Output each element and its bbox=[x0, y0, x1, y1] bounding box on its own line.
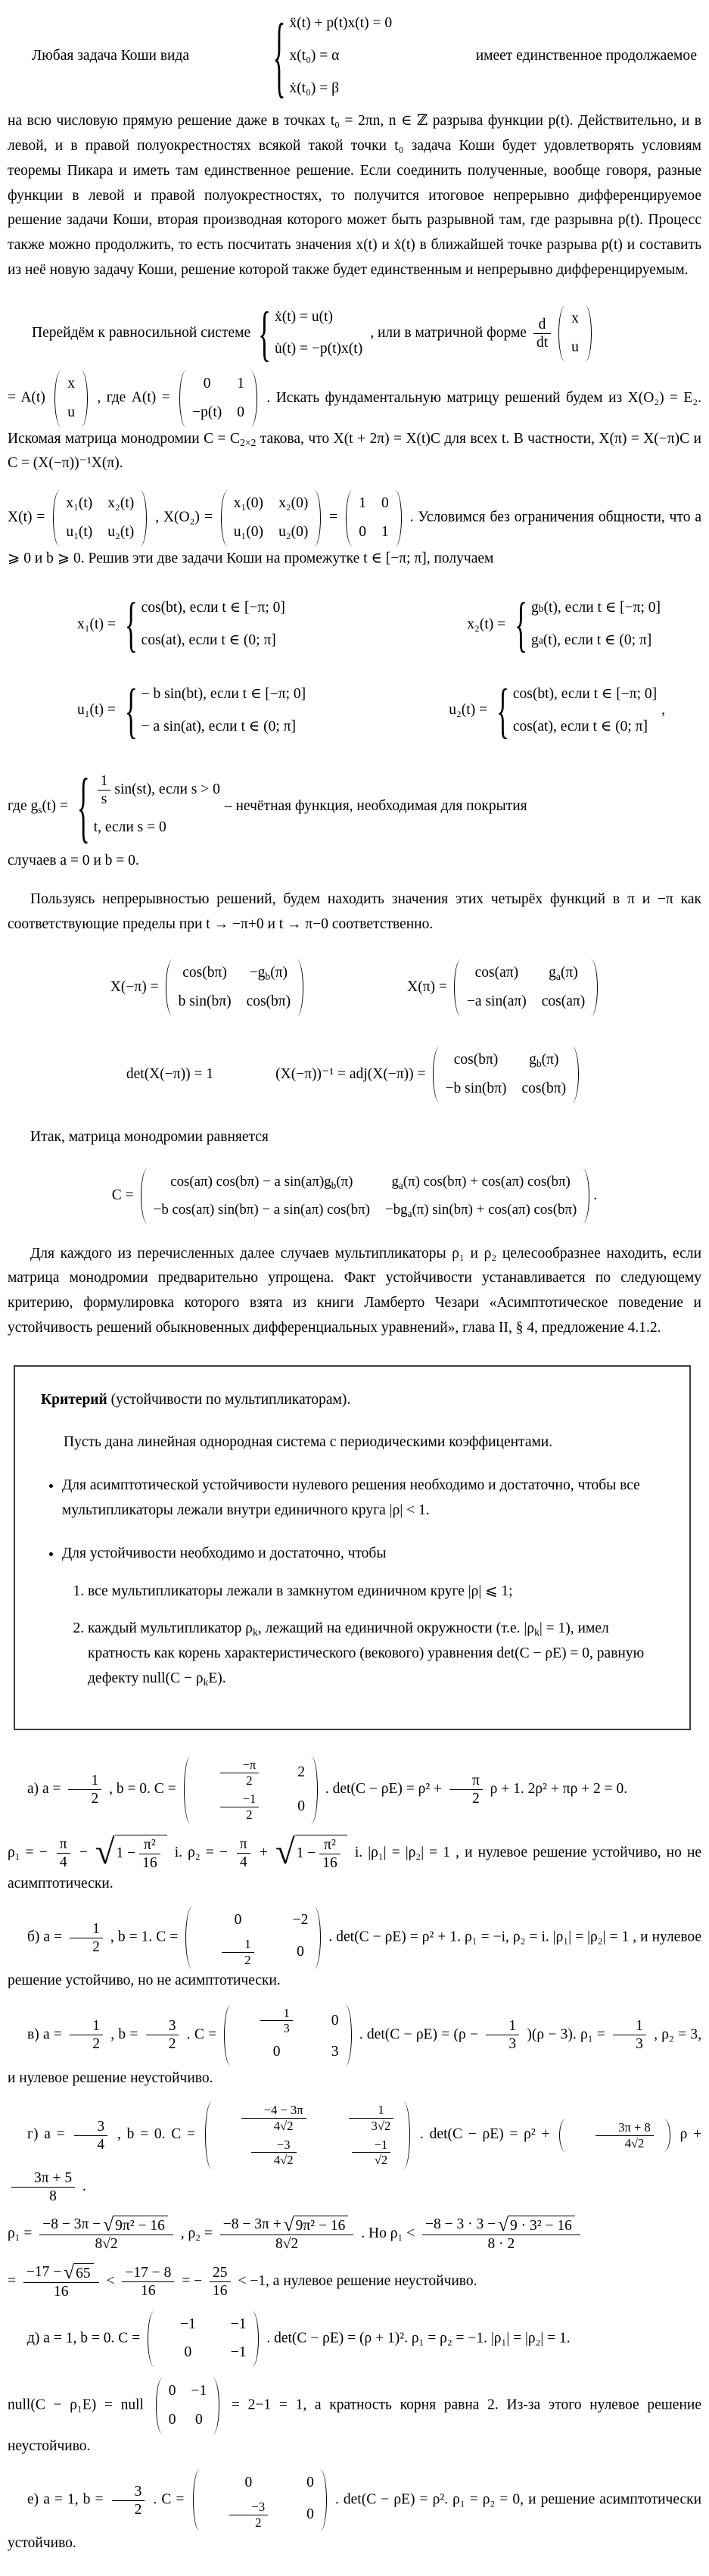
formula-fragment: ρ₁ = − bbox=[8, 1844, 48, 1860]
fraction: $\frac{\text{π²}}{16}$ bbox=[139, 1836, 160, 1872]
formula-fragment: б) a = bbox=[27, 1929, 63, 1945]
formula-fragment: = − bbox=[182, 2272, 203, 2289]
criterion-title-bold: Критерий bbox=[41, 1391, 107, 1408]
case-a-matrix: $\frac{-\pi}{2}$ 2 $\frac{-1}{2}$ 0 bbox=[184, 1756, 318, 1823]
monodromy-matrix: cos(aπ) cos(bπ) − a $\sin(a\pi)g_b(\pi)$ $g_a(\pi) \cos(b\pi) + \cos(a\pi)$ cos(bπ) −b cos(aπ) sin(bπ) − a sin(aπ) cos(bπ) $-bg_a(\pi) \sin(b\pi) + \cos(a\pi)$ cos(bπ) bbox=[141, 1168, 590, 1224]
fraction: $\frac{1}{3}$ bbox=[486, 2017, 519, 2053]
case-v-line bbox=[8, 2004, 701, 2091]
fraction: $\frac{1}{2}$ bbox=[68, 1772, 101, 1807]
piecewise-x-row bbox=[8, 592, 701, 657]
cauchy-system-row bbox=[8, 5, 701, 108]
paragraph-lead-right: имеет единственное продолжаемое bbox=[475, 47, 697, 64]
formula-fragment: , ρ₂ = bbox=[180, 2225, 213, 2241]
sqrt-expression bbox=[275, 1835, 347, 1872]
formula-label: X(π) = bbox=[407, 979, 447, 996]
formula-label: X(−π) = bbox=[110, 979, 159, 996]
x1-definition bbox=[77, 592, 290, 657]
fraction: $\frac{1}{2}$ bbox=[70, 1920, 103, 1956]
identity-matrix: 1 0 0 1 bbox=[346, 490, 402, 547]
fraction: $\frac{\pi}{4}$ bbox=[57, 1835, 70, 1871]
case-b-matrix: 0 −2 $\frac{1}{2}$ 0 bbox=[185, 1907, 321, 1969]
trailing-comma: , bbox=[661, 702, 665, 719]
formula-fragment: −8 − 3 · 3 − bbox=[424, 2216, 496, 2232]
x2-cases: { g b (t), если t ∈ [−π; 0] g a (t), если t ∈ (0; π] bbox=[515, 591, 661, 659]
fraction: $\frac{-17 - 8}{16}$ bbox=[122, 2264, 174, 2300]
sqrt-expression: √ 9π² − 16 bbox=[284, 2216, 349, 2235]
big-fraction: −8 − 3π − √ 9π² − 16 8√2 bbox=[39, 2216, 173, 2253]
formula-fragment: . det(C − ρE) = ρ² + 1. ρ₁ = −i, ρ₂ = i. |ρ₁| = |ρ₂| = 1 , и нулевое решение устойчиво, но не асимптотически. bbox=[8, 1929, 702, 1989]
fraction: $\frac{3\pi + 5}{8}$ bbox=[11, 2169, 75, 2205]
criterion-numbered bbox=[65, 1580, 665, 1691]
null-matrix: 0 −1 0 0 bbox=[156, 2378, 220, 2434]
sqrt-expression: √ 9 · 3² − 16 bbox=[498, 2216, 575, 2235]
formula-fragment: . det(C − ρE) = bbox=[359, 2026, 450, 2043]
u1-cases: { − b sin(bt), если t ∈ [−π; 0] − a sin(at), если t ∈ (0; π] bbox=[124, 676, 306, 745]
fraction: $\frac{\pi}{4}$ bbox=[237, 1835, 250, 1871]
cauchy-system: { ẍ(t) + p(t)x(t) = 0 x(t₀) = α ẋ(t₀) = β bbox=[272, 5, 393, 108]
formula-fragment: − bbox=[79, 1844, 88, 1860]
formula-fragment: (ρ − bbox=[453, 2026, 479, 2043]
formula-fragment: в) a = bbox=[27, 2026, 62, 2043]
formula-fragment: = bbox=[329, 509, 338, 525]
case-e-matrix: 0 0 $\frac{-3}{2}$ 0 bbox=[193, 2469, 327, 2531]
formula-fragment: i. |ρ₁| = |ρ₂| = 1 , и нулевое решение устойчиво, но не асимптотически. bbox=[8, 1844, 702, 1891]
x-minus-pi bbox=[107, 959, 307, 1016]
paragraph-lead: Любая задача Коши вида bbox=[32, 47, 190, 64]
fraction: $\frac{\text{π²}}{16}$ bbox=[319, 1836, 341, 1872]
x0-matrix: x₁(0) x₂(0) u₁(0) u₂(0) bbox=[221, 490, 322, 547]
fraction: $\frac{3}{2}$ bbox=[146, 2017, 179, 2053]
xu-vector: x u bbox=[558, 305, 592, 362]
fraction: $\frac{3}{4}$ bbox=[74, 2118, 107, 2153]
case-g-line bbox=[8, 2101, 701, 2204]
formula-fragment: < bbox=[106, 2272, 115, 2289]
case-d-matrix: −1 −1 0 −1 bbox=[148, 2311, 260, 2368]
adj-matrix: cos(bπ) $g_b(\pi)$ −b sin(bπ) cos(bπ) bbox=[433, 1046, 580, 1103]
formula-fragment: , b = 0. C = bbox=[117, 2126, 195, 2143]
formula-fragment: (X(−π))⁻¹ = adj(X(−π)) = bbox=[275, 1065, 426, 1082]
formula-fragment: . C = bbox=[153, 2491, 185, 2508]
formula-fragment: , b = 1. C = bbox=[110, 1929, 179, 1945]
ddt-fraction: d dt bbox=[533, 316, 551, 351]
formula-fragment: ρ + 1. 2ρ² + πρ + 2 = 0. bbox=[490, 1781, 628, 1798]
big-fraction: −8 − 3π + √ 9π² − 16 8√2 bbox=[220, 2216, 354, 2253]
fraction: $\frac{25}{16}$ bbox=[210, 2264, 231, 2300]
formula-fragment: . C = bbox=[186, 2026, 217, 2043]
formula-fragment: , b = bbox=[110, 2026, 138, 2043]
formula-fragment: г) a = bbox=[27, 2126, 65, 2143]
fundamental-matrix-paragraph bbox=[8, 490, 701, 571]
case-d-null-line bbox=[8, 2378, 701, 2459]
formula-fragment: , X(O₂) = bbox=[155, 509, 213, 525]
formula-fragment: ρ₁ = bbox=[8, 2225, 33, 2241]
formula-fragment: . det(C − ρE) = (ρ + 1)². ρ₁ = ρ₂ = −1. |ρ₁| = |ρ₂| = 1. bbox=[266, 2330, 571, 2347]
fraction: $\frac{3}{2}$ bbox=[112, 2483, 145, 2518]
formula-fragment: = bbox=[8, 2272, 16, 2289]
inverse-equation bbox=[272, 1046, 583, 1103]
case-a-line bbox=[8, 1756, 701, 1823]
formula-fragment: . Условимся без ограничения общности, что a ⩾ 0 и b ⩾ 0. Решив эти две задачи Коши на промежутке t ∈ [−π; π], получаем bbox=[8, 509, 702, 566]
formula-fragment: ρ + bbox=[679, 2126, 702, 2143]
criterion-item-2: 2. каждый мультипликатор $\rho_k$, лежащий на единичной окружности (т.е. $|\rho_k| = 1$), имел кратность как корень характеристического (векового) уравнения det(C − ρE) = 0, равную дефекту null(C − $\rho_kE$). bbox=[88, 1617, 665, 1691]
criterion-bullet-stability bbox=[62, 1542, 665, 1692]
criterion-title bbox=[41, 1388, 665, 1413]
gs-definition-row bbox=[8, 762, 701, 851]
formula-fragment: . Искать фундаментальную матрицу решений будем из X(O₂) = E₂. Искомая матрица монодромии $C = C_{2\times 2}$ такова, что X(t + 2π) = X(t)C для всех t. В частности, X(π) = X(−π)C и C = (X(−π))⁻¹X(π). bbox=[8, 389, 701, 472]
formula-fragment: = A(t) bbox=[8, 389, 45, 406]
formula-fragment: + bbox=[259, 1844, 268, 1860]
u2-definition bbox=[449, 678, 665, 744]
continuity-paragraph: Пользуясь непрерывностью решений, будем находить значения этих четырёх функций в π и −π как соответствующие пределы при t → −π+0 и t → π−0 соответственно. bbox=[8, 890, 701, 932]
formula-fragment: √ 1 − bbox=[296, 1845, 316, 1861]
x2-definition bbox=[467, 592, 665, 657]
x-minus-pi-matrix: cos(bπ) $-g_b(\pi)$ b sin(bπ) cos(bπ) bbox=[166, 959, 304, 1016]
a-matrix: 0 1 −p(t) 0 bbox=[179, 370, 257, 427]
formula-fragment: , b = 0. C = bbox=[109, 1781, 176, 1798]
formula-fragment: −8 − 3π + bbox=[222, 2216, 281, 2232]
formula-fragment: – нечётная функция, необходимая для покрытия bbox=[224, 797, 527, 814]
formula-label: C = bbox=[111, 1187, 134, 1203]
case-g-matrix: $\frac{-4 - 3\pi}{4√2}$ $\frac{1}{3√2}$ $\frac{-3}{4√2}$ $\frac{-1}{√2}$ bbox=[205, 2101, 411, 2169]
multipliers-paragraph: Для каждого из перечисленных далее случаев мультипликаторы ρ₁ и ρ₂ целесообразнее находить, если матрица монодромии предварительно упрощена. Факт устойчивости устанавливается по следующему критерию, формулировка которого взята из книги Ламберто Чезари «Асимптотическое поведение и устойчивость решений обыкновенных дифференциальных уравнений», глава II, § 4, предложение 4.1.2. bbox=[8, 1245, 701, 1336]
criterion-bullets bbox=[41, 1474, 665, 1691]
formula-fragment: . bbox=[593, 1187, 598, 1203]
fraction: $\frac{\pi}{2}$ bbox=[449, 1772, 483, 1807]
formula-fragment: < −1, а нулевое решение неустойчиво. bbox=[238, 2272, 477, 2289]
formula-fragment: , где A(t) = bbox=[97, 389, 170, 406]
formula-fragment: . bbox=[82, 2178, 86, 2194]
piecewise-u-row bbox=[8, 678, 701, 744]
case-g-estimate-line bbox=[8, 2263, 701, 2300]
paragraph-intro-body: на всю числовую прямую решение даже в точках t₀ = 2πn, n ∈ ℤ разрыва функции p(t). Действительно, и в левой, и в правой полуокрестностях всякой такой точки t₀ задача Коши будет удовлетворять условиям теоремы Пикара и иметь там единственное решение. Если соединить полученные, вообще говоря, разные функции в левой и правой полуокрестностях, то получится итоговое непрерывно дифференцируемое решение задачи Коши, вторая производная которого может быть разрывной там, где разрывна p(t). Процесс также можно продолжить, то есть посчитать значения x(t) и ẋ(t) в ближайшей точке разрыва p(t) и составить из неё новую задачу Коши, решение которой также будет единственным и непрерывно дифференцируемым. bbox=[8, 113, 701, 278]
x-pi-matrix: cos(aπ) $g_a(\pi)$ −a sin(aπ) cos(aπ) bbox=[454, 959, 598, 1016]
formula-fragment: . Но ρ₁ < bbox=[361, 2225, 415, 2241]
formula-fragment: . det(C − ρE) = ρ² + bbox=[420, 2126, 550, 2143]
formula-fragment: , или в матричной форме bbox=[370, 324, 527, 341]
formula-label: u₁(t) = bbox=[77, 702, 116, 719]
formula-fragment: i. ρ₂ = − bbox=[174, 1844, 228, 1860]
boundary-matrices-row bbox=[8, 959, 701, 1016]
x-pi bbox=[404, 959, 602, 1016]
criterion-bullet-stability-text: Для устойчивости необходимо и достаточно, чтобы bbox=[62, 1545, 387, 1561]
formula-fragment: = 2−1 = 1, а кратность корня равна 2. Из-за этого нулевое решение неустойчиво. bbox=[8, 2397, 701, 2454]
criterion-item-1: 1. все мультипликаторы лежали в замкнутом единичном круге |ρ| ⩽ 1; bbox=[88, 1580, 665, 1605]
formula-fragment: а) a = bbox=[27, 1781, 61, 1798]
formula-fragment: −17 − bbox=[26, 2263, 62, 2280]
xt-matrix: x₁(t) x₂(t) u₁(t) u₂(t) bbox=[53, 490, 147, 547]
monodromy-row bbox=[8, 1168, 701, 1224]
criterion-title-rest: (устойчивости по мультипликаторам). bbox=[107, 1391, 351, 1408]
sqrt-expression: √ 9π² − 16 bbox=[103, 2216, 168, 2235]
formula-fragment: Перейдём к равносильной системе bbox=[32, 324, 251, 341]
u2-cases: { cos(bt), если t ∈ [−π; 0] cos(at), если t ∈ (0; π] bbox=[496, 676, 658, 745]
formula-fragment: . det(C − ρE) = ρ². ρ₁ = ρ₂ = 0, и решение асимптотически устойчиво. bbox=[8, 2491, 702, 2552]
equivalent-system: { ẋ(t) = u(t) u̇(t) = −p(t)x(t) bbox=[258, 299, 363, 367]
det-equation: det(X(−π)) = 1 bbox=[126, 1065, 214, 1082]
formula-label: x₂(t) = bbox=[467, 616, 506, 632]
case-v-matrix: $\frac{1}{3}$ 0 0 3 bbox=[224, 2004, 351, 2066]
monodromy-intro: Итак, матрица монодромии равняется bbox=[30, 1129, 269, 1146]
case-d-line bbox=[8, 2311, 701, 2368]
formula-fragment: где $g_s(t)$ = bbox=[8, 797, 68, 816]
u1-definition bbox=[77, 678, 310, 744]
formula-label: u₂(t) = bbox=[449, 702, 488, 719]
formula-fragment: е) a = 1, b = bbox=[27, 2491, 104, 2508]
fraction: $\frac{1}{2}$ bbox=[70, 2017, 103, 2053]
equivalent-system-row bbox=[8, 301, 701, 366]
formula-label: x₁(t) = bbox=[77, 616, 116, 632]
sqrt-expression: √ 65 bbox=[64, 2263, 93, 2282]
formula-fragment: null(C − ρ₁E) = null bbox=[8, 2397, 144, 2413]
formula-fragment: д) a = 1, b = 0. C = bbox=[27, 2330, 141, 2347]
x1-cases: { cos(bt), если t ∈ [−π; 0] cos(at), если t ∈ (0; π] bbox=[124, 591, 285, 659]
fraction: $\frac{1}{3}$ bbox=[613, 2017, 646, 2053]
big-fraction: −17 − √ 65 16 bbox=[23, 2263, 99, 2300]
formula-fragment: . det(C − ρE) = ρ² + bbox=[325, 1781, 443, 1798]
paren-fraction: $\frac{3\pi + 8}{4√2}$ bbox=[559, 2119, 670, 2152]
formula-fragment: )(ρ − 3). ρ₁ = bbox=[527, 2026, 605, 2043]
formula-fragment: X(t) = bbox=[8, 509, 45, 525]
case-b-line bbox=[8, 1907, 701, 1994]
formula-fragment: √ 1 − bbox=[116, 1845, 136, 1861]
gs-tail: случаев a = 0 и b = 0. bbox=[8, 853, 139, 869]
matrix-form-paragraph bbox=[8, 370, 701, 476]
det-inverse-row bbox=[8, 1046, 701, 1103]
case-a-rho-line bbox=[8, 1835, 701, 1897]
criterion-box bbox=[14, 1365, 691, 1731]
gs-cases: { 1 s sin(st), если s > 0 t, если s = 0 bbox=[76, 762, 220, 851]
formula-fragment: −8 − 3π − bbox=[42, 2216, 101, 2232]
sqrt-expression bbox=[95, 1835, 167, 1872]
xu-vector: x u bbox=[54, 370, 88, 427]
criterion-bullet-asymptotic: • Для асимптотической устойчивости нулевого решения необходимо и достаточно, чтобы все мультипликаторы лежали внутри единичного круга |ρ| < 1. bbox=[62, 1474, 665, 1523]
formula-fragment: , ρ₂ = 3, и нулевое решение неустойчиво. bbox=[8, 2026, 702, 2086]
case-e-line bbox=[8, 2469, 701, 2556]
case-g-rho-line bbox=[8, 2216, 701, 2253]
big-fraction: −8 − 3 · 3 − √ 9 · 3² − 16 8 · 2 bbox=[422, 2216, 580, 2253]
criterion-intro: Пусть дана линейная однородная система с периодическими коэффицентами. bbox=[64, 1434, 553, 1451]
